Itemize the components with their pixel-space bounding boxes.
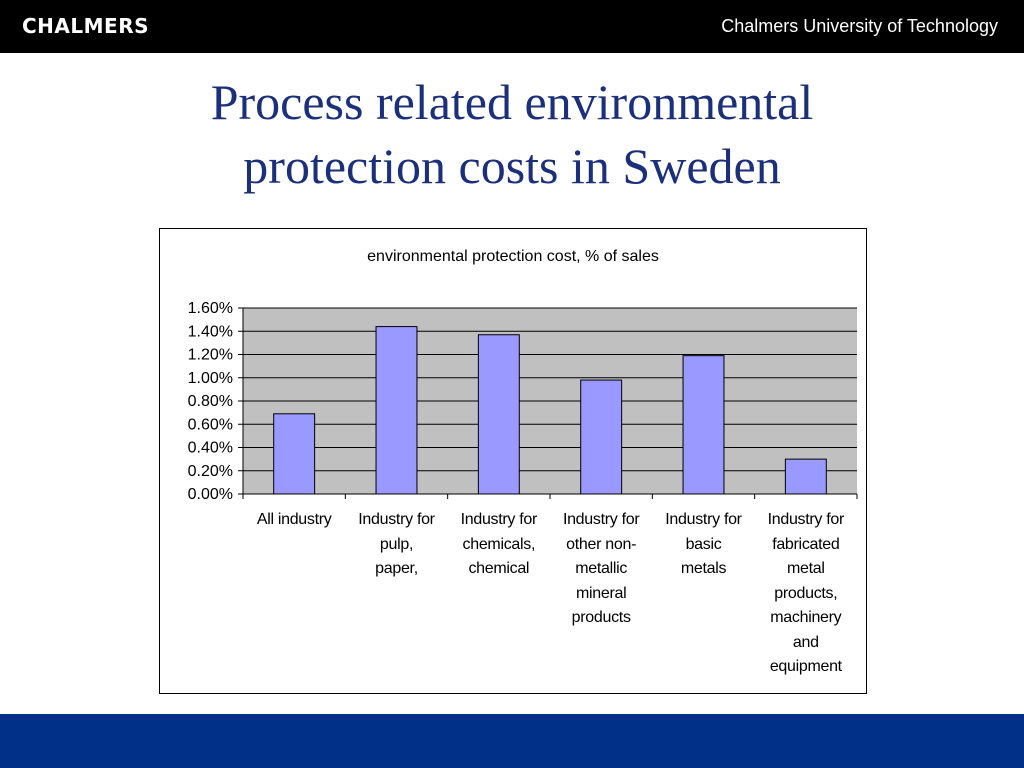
- chart-title: environmental protection cost, % of sales: [367, 248, 659, 265]
- x-tick-label: [756, 508, 856, 680]
- y-tick-label: 0.40%: [187, 439, 233, 457]
- x-tick-label-line: chemical: [468, 560, 530, 577]
- x-tick-label-line: Industry for: [665, 511, 742, 528]
- bar: [478, 335, 519, 494]
- x-tick-label-line: pulp,: [379, 535, 414, 553]
- slide-title-line-1: Process related environmental: [210, 74, 814, 130]
- chart-frame: [159, 228, 867, 694]
- bar: [376, 327, 417, 494]
- x-tick-label-line: and: [792, 633, 819, 651]
- y-tick-label: 0.00%: [187, 486, 233, 503]
- x-tick-label-line: products: [571, 609, 631, 626]
- y-tick-label: 0.80%: [187, 393, 233, 410]
- x-tick-label-line: fabricated: [772, 535, 840, 553]
- slide-title: [0, 70, 1024, 198]
- bar: [581, 380, 622, 494]
- x-tick-label-line: metallic: [575, 560, 628, 577]
- x-tick-label-line: Industry for: [358, 511, 435, 528]
- x-tick-label-line: products,: [774, 584, 838, 602]
- x-tick-label: [244, 508, 344, 533]
- x-tick-label: [654, 508, 754, 582]
- x-tick-label: [551, 508, 651, 631]
- x-tick-label: [449, 508, 549, 582]
- y-tick-label: 1.40%: [187, 323, 233, 341]
- x-tick-label-line: other non-: [566, 535, 637, 553]
- y-tick-label: 0.60%: [187, 416, 233, 434]
- x-tick-label-line: All industry: [256, 511, 332, 528]
- x-tick-label-line: mineral: [575, 584, 627, 602]
- bar: [683, 356, 724, 494]
- chalmers-logo: CHALMERS: [22, 14, 150, 38]
- x-tick-label-line: metal: [787, 560, 825, 577]
- bar: [785, 459, 826, 494]
- x-tick-label: [347, 508, 447, 582]
- y-tick-label: 1.20%: [187, 346, 233, 364]
- header-bar: [0, 0, 1024, 53]
- x-tick-label-line: machinery: [770, 609, 842, 626]
- slide-title-line-2: protection costs in Sweden: [243, 138, 781, 194]
- y-tick-label: 1.60%: [187, 300, 233, 317]
- y-tick-label: 0.20%: [187, 462, 233, 480]
- footer-bar: [0, 714, 1024, 768]
- bar: [274, 414, 315, 494]
- x-tick-label-line: Industry for: [767, 511, 845, 528]
- x-tick-label-line: basic: [685, 535, 722, 553]
- x-tick-label-line: Industry for: [460, 511, 538, 528]
- university-name: Chalmers University of Technology: [721, 16, 998, 36]
- y-tick-label: 1.00%: [187, 369, 233, 387]
- x-tick-label-line: paper,: [375, 560, 418, 577]
- x-tick-label-line: equipment: [769, 658, 842, 675]
- x-tick-label-line: metals: [680, 560, 727, 577]
- x-tick-label-line: chemicals,: [462, 535, 536, 553]
- x-tick-label-line: Industry for: [562, 511, 640, 528]
